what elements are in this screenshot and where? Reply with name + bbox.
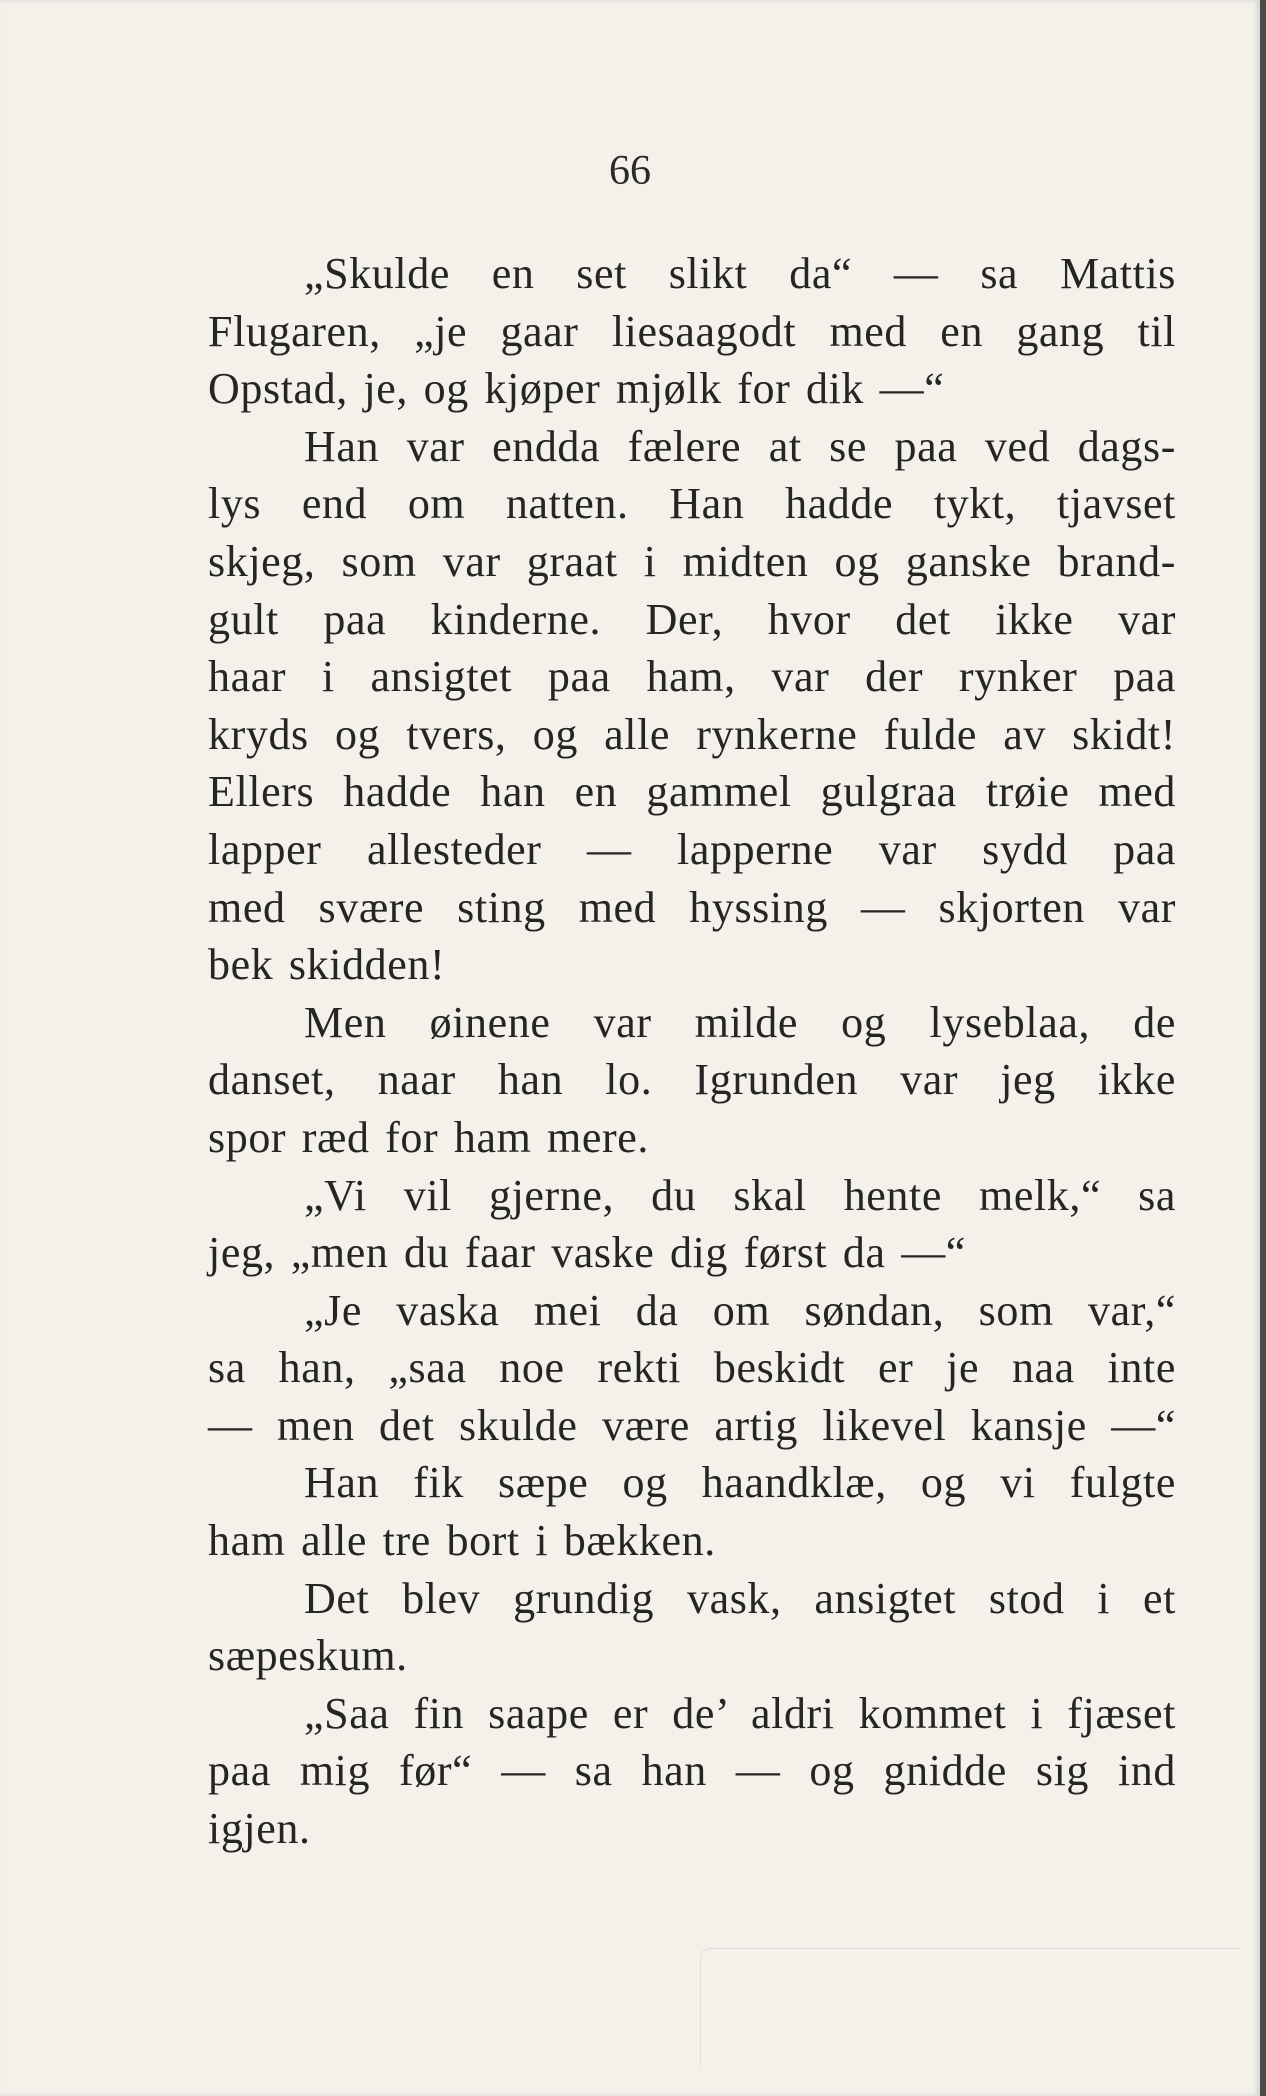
text-line: sæpeskum. [208,1631,408,1681]
text-line: skjeg, som var graat i midten og ganske brand- [208,536,1176,586]
text-line: — men det skulde være artig likevel kansje —“ [208,1400,1176,1450]
body-text [208,245,1176,1858]
text-line: „Vi vil gjerne, du skal hente melk,“ sa [304,1170,1176,1220]
text-line: „Je vaska mei da om søndan, som var,“ [304,1285,1176,1335]
text-line: sa han, „saa noe rekti beskidt er je naa inte [208,1343,1176,1393]
text-line: danset, naar han lo. Igrunden var jeg ikke [208,1055,1176,1105]
text-line: spor ræd for ham mere. [208,1112,649,1162]
paper-crease [700,1948,1241,2069]
text-line: med svære sting med hyssing — skjorten var [208,882,1176,932]
text-line: Han fik sæpe og haandklæ, og vi fulgte [304,1458,1176,1508]
text-line: Det blev grundig vask, ansigtet stod i et [304,1573,1176,1623]
text-line: bek skidden! [208,940,446,990]
text-line: Men øinene var milde og lyseblaa, de [304,997,1176,1047]
text-line: paa mig før“ — sa han — og gnidde sig ind [208,1746,1176,1796]
text-line: lys end om natten. Han hadde tykt, tjavset [208,479,1176,529]
text-line: Flugaren, „je gaar liesaagodt med en gang til [208,306,1176,356]
text-line: Han var endda fælere at se paa ved dags- [304,421,1176,471]
text-line: igjen. [208,1804,311,1854]
text-line: „Skulde en set slikt da“ — sa Mattis [304,249,1176,298]
text-line: lapper allesteder — lapperne var sydd paa [208,824,1176,874]
text-line: Opstad, je, og kjøper mjølk for dik —“ [208,364,945,414]
text-line: haar i ansigtet paa ham, var der rynker paa [208,652,1176,702]
text-line: ham alle tre bort i bækken. [208,1516,716,1566]
page-number: 66 [609,148,651,194]
text-line: Ellers hadde han en gammel gulgraa trøie med [208,767,1176,817]
text-line: „Saa fin saape er de’ aldri kommet i fjæset [304,1688,1176,1738]
text-line: jeg, „men du faar vaske dig først da —“ [208,1228,966,1278]
text-line: gult paa kinderne. Der, hvor det ikke var [208,594,1176,644]
text-line: kryds og tvers, og alle rynkerne fulde av skidt! [208,709,1176,759]
